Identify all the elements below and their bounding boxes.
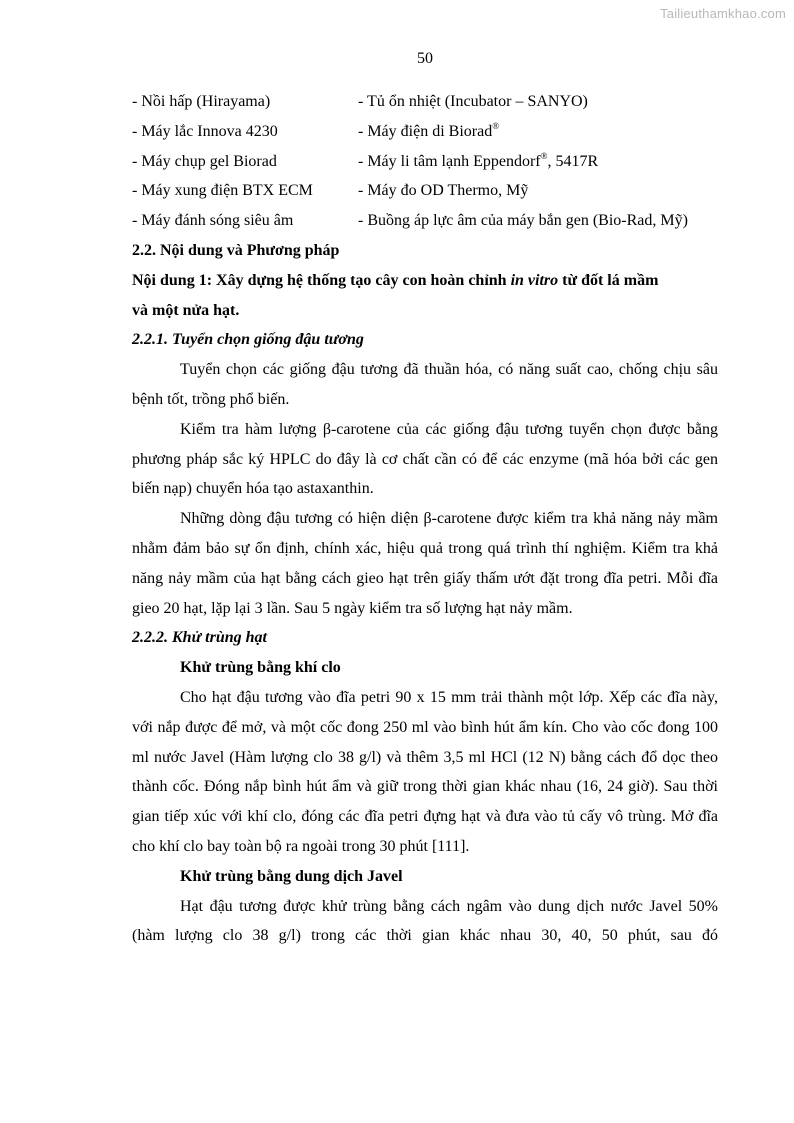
equipment-item: - Máy lắc Innova 4230 <box>132 122 278 140</box>
equipment-item: - Máy đo OD Thermo, Mỹ <box>358 182 529 200</box>
equipment-item: - Tủ ổn nhiệt (Incubator – SANYO) <box>358 93 588 110</box>
section-heading-2-2-1: 2.2.1. Tuyển chọn giống đậu tương <box>132 331 364 349</box>
equipment-item: - Máy xung điện BTX ECM <box>132 182 313 200</box>
paragraph: Kiểm tra hàm lượng β-carotene của các giống đậu tương tuyển chọn được bằng phương pháp sắc ký HPLC do đây là cơ chất cần có để các enzyme (mã hóa bởi các gen biến nạp) chuyển hóa tạo astaxanthin. <box>132 420 718 498</box>
paragraph: Cho hạt đậu tương vào đĩa petri 90 x 15 mm trải thành một lớp. Xếp các đĩa này, với nắp được để mở, và một cốc đong 250 ml vào bình hút ẩm kín. Cho vào cốc đong 100 ml nước Javel (Hàm lượng clo 38 g/l) và thêm 3,5 ml HCl (12 N) bằng cách đổ dọc theo thành cốc. Đóng nắp bình hút ẩm và giữ trong thời gian khác nhau (16, 24 giờ). Sau thời gian tiếp xúc với khí clo, đóng các đĩa petri đựng hạt và đưa vào tủ cấy vô trùng. Mở đĩa cho khí clo bay toàn bộ ra ngoài trong 30 phút [111]. <box>132 688 718 855</box>
registered-mark: ® <box>492 120 500 131</box>
equipment-item: - Máy chụp gel Biorad <box>132 152 277 170</box>
page-number: 50 <box>417 50 433 67</box>
paragraph: Những dòng đậu tương có hiện diện β-carotene được kiểm tra khả năng nảy mầm nhằm đảm bảo sự ổn định, chính xác, hiệu quả trong quá trình thí nghiệm. Kiểm tra khả năng nảy mầm của hạt bằng cách gieo hạt trên giấy thấm ướt đặt trong đĩa petri. Mỗi đĩa gieo 20 hạt, lặp lại 3 lần. Sau 5 ngày kiểm tra số lượng hạt nảy mầm. <box>132 510 718 617</box>
document-body <box>132 87 718 951</box>
section-heading-2-2: 2.2. Nội dung và Phương pháp <box>132 241 340 259</box>
paragraph: Hạt đậu tương được khử trùng bằng cách ngâm vào dung dịch nước Javel 50% (hàm lượng clo 38 g/l) trong các thời gian khác nhau 30, 40, 50 phút, sau đó <box>132 897 718 945</box>
equipment-row <box>132 117 718 147</box>
registered-mark: ® <box>540 150 548 161</box>
equipment-row <box>132 147 718 177</box>
equipment-item: - Máy đánh sóng siêu âm <box>132 212 294 230</box>
paragraph: Tuyển chọn các giống đậu tương đã thuần hóa, có năng suất cao, chống chịu sâu bệnh tốt, trồng phổ biến. <box>132 361 718 408</box>
section-heading-2-2-2: 2.2.2. Khử trùng hạt <box>132 629 267 647</box>
equipment-item: - Máy điện di Biorad® <box>358 120 500 140</box>
equipment-row <box>132 176 718 206</box>
equipment-item: - Máy li tâm lạnh Eppendorf®, 5417R <box>358 150 599 170</box>
equipment-list <box>132 87 718 236</box>
content-1-heading: Nội dung 1: Xây dựng hệ thống tạo cây con hoàn chỉnh in vitro từ đốt lá mầm và một nửa hạt. <box>132 271 659 319</box>
subheading-chlorine-gas: Khử trùng bằng khí clo <box>180 659 341 677</box>
equipment-item: - Nồi hấp (Hirayama) <box>132 93 271 110</box>
equipment-row <box>132 87 718 117</box>
subheading-javel: Khử trùng bằng dung dịch Javel <box>180 867 403 885</box>
watermark: Tailieuthamkhao.com <box>660 6 786 21</box>
equipment-row <box>132 206 718 236</box>
in-vitro-term: in vitro <box>510 271 559 289</box>
equipment-item: - Buồng áp lực âm của máy bắn gen (Bio-Rad, Mỹ) <box>358 212 688 230</box>
